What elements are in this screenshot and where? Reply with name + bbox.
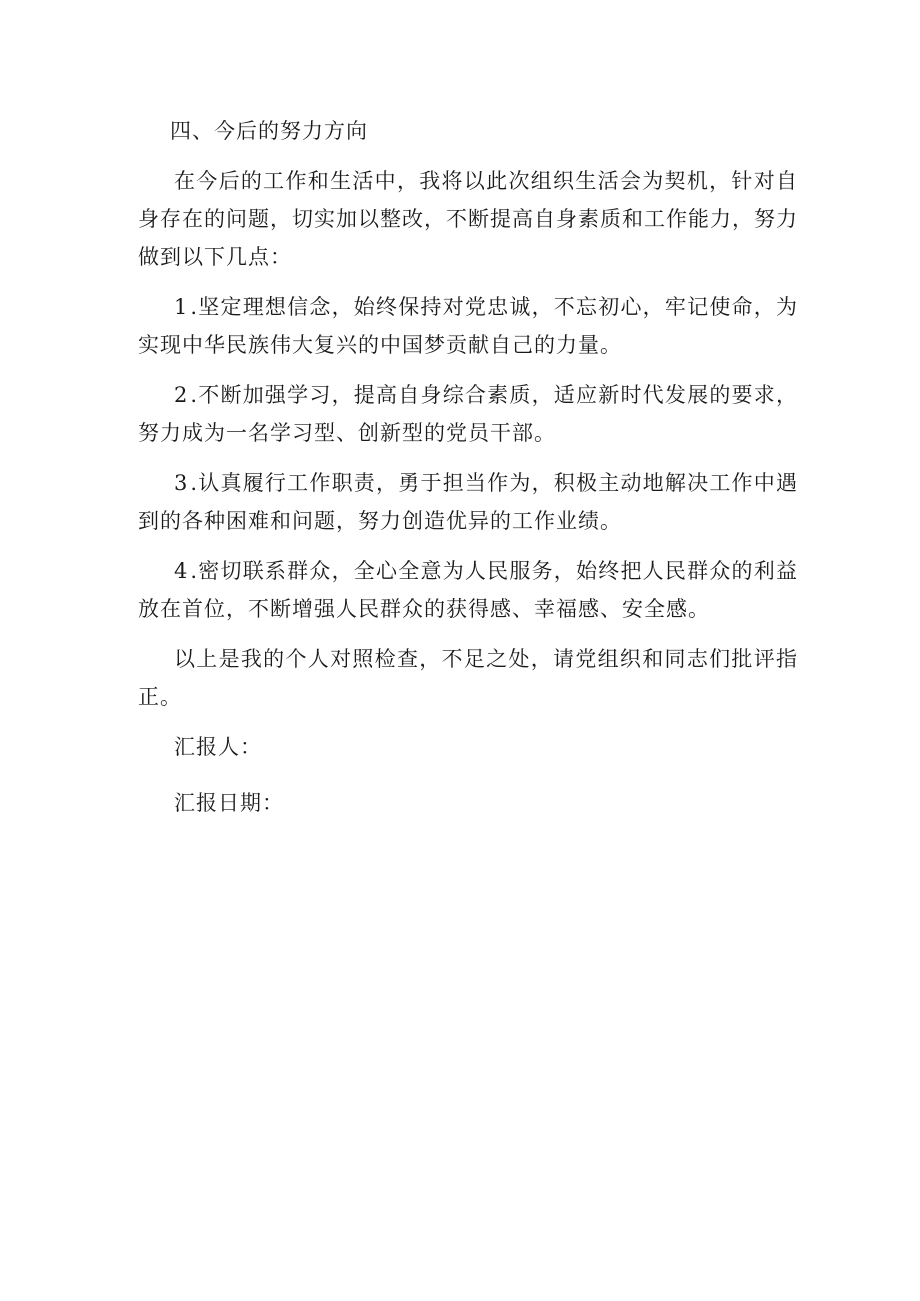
intro-paragraph: 在今后的工作和生活中，我将以此次组织生活会为契机，针对自身存在的问题，切实加以整改，不断提高自身素质和工作能力，努力做到以下几点： [138, 169, 798, 269]
list-item-text: .密切联系群众，全心全意为人民服务，始终把人民群众的利益放在首位，不断增强人民群众的获得感、幸福感、安全感。 [138, 559, 798, 621]
list-item-text: .认真履行工作职责，勇于担当作为，积极主动地解决工作中遇到的各种困难和问题，努力创造优异的工作业绩。 [138, 471, 798, 533]
closing-paragraph: 以上是我的个人对照检查，不足之处，请党组织和同志们批评指正。 [138, 647, 798, 709]
list-item-3 [138, 464, 798, 540]
list-item-number: 1 [174, 295, 189, 319]
list-item-text: .不断加强学习，提高自身综合素质，适应新时代发展的要求，努力成为一名学习型、创新型的党员干部。 [138, 383, 798, 445]
list-item-number: 4 [174, 559, 189, 583]
document-body [138, 112, 798, 840]
list-item-1 [138, 288, 798, 364]
list-item-number: 2 [174, 383, 189, 407]
list-item-4 [138, 552, 798, 628]
list-item-number: 3 [174, 471, 189, 495]
list-item-2 [138, 376, 798, 452]
list-item-text: .坚定理想信念，始终保持对党忠诚，不忘初心，牢记使命，为实现中华民族伟大复兴的中国梦贡献自己的力量。 [138, 295, 798, 357]
report-date-label: 汇报日期： [174, 791, 284, 815]
section-heading: 四、今后的努力方向 [170, 119, 368, 143]
reporter-label: 汇报人： [174, 735, 262, 759]
